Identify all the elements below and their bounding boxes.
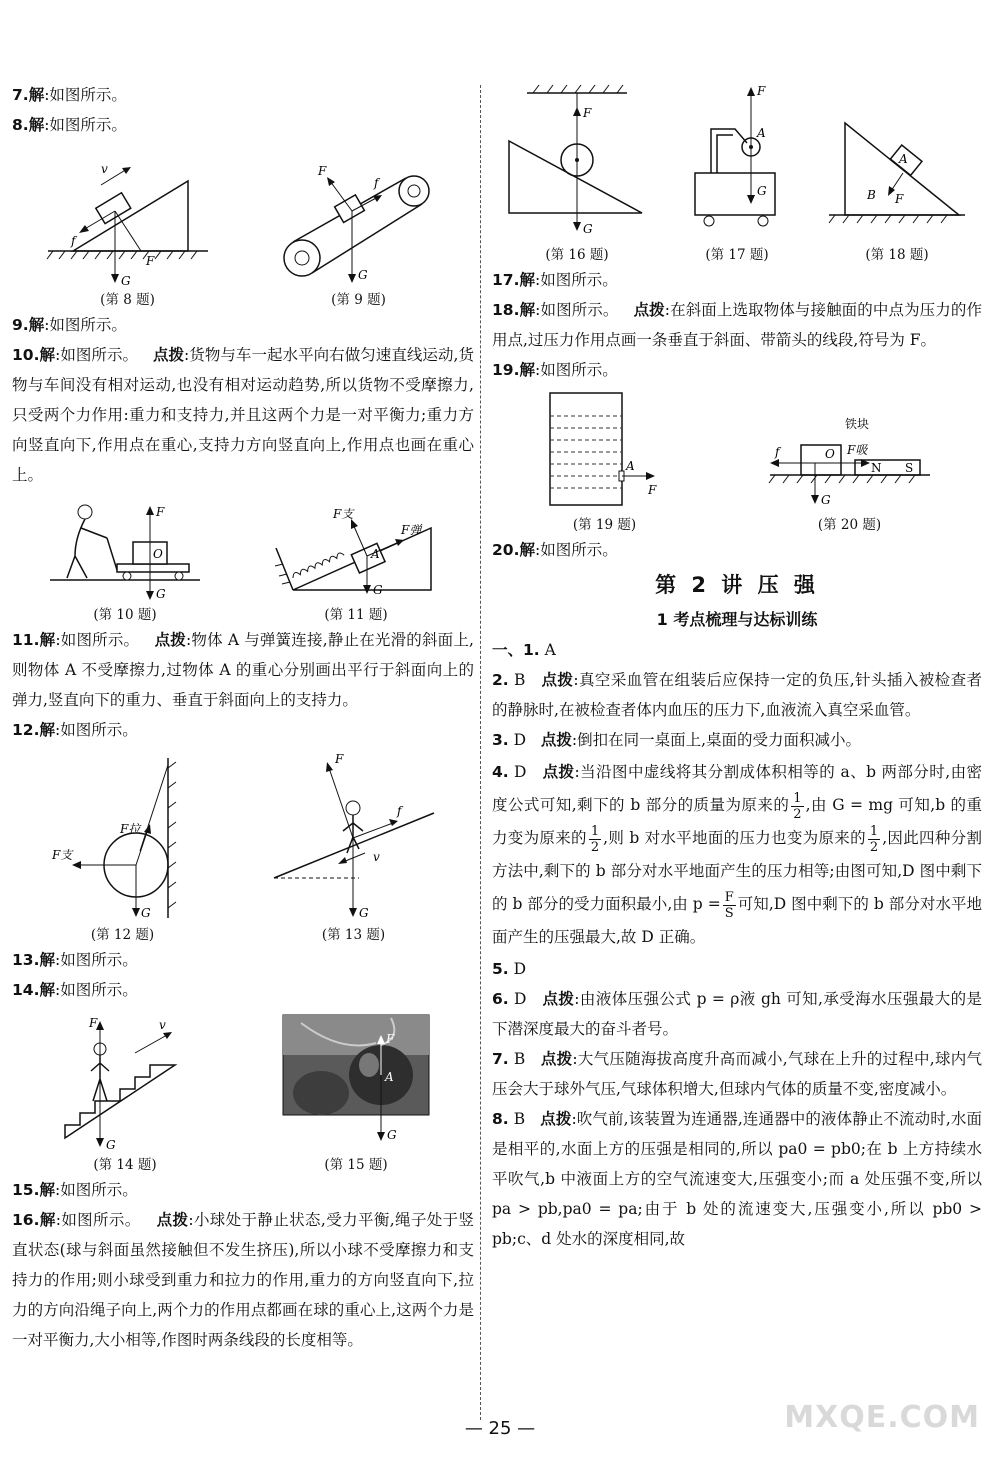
figure-caption: (第 16 题) bbox=[545, 247, 609, 263]
label-F-tension: F拉 bbox=[119, 822, 140, 836]
answer-8: 8.解:如图所示。 bbox=[12, 116, 127, 134]
incline-diagram bbox=[43, 153, 213, 288]
label-F: F bbox=[156, 505, 165, 519]
label-v: v bbox=[372, 850, 380, 864]
crane-cart-diagram bbox=[677, 83, 797, 243]
choice-answer-2: 2. B 点拨:真空采血管在组装后应保持一定的负压,针头插入被检查者的静脉时,在被检查者体内血压的压力下,血液流入真空采血管。 bbox=[492, 670, 983, 719]
label-A: A bbox=[371, 547, 380, 561]
label-S: S bbox=[904, 461, 913, 475]
water-tank-diagram bbox=[540, 388, 670, 513]
figure-caption: (第 17 题) bbox=[705, 247, 769, 263]
label-G: G bbox=[387, 1128, 397, 1142]
figure-caption: (第 9 题) bbox=[331, 292, 386, 308]
label-O: O bbox=[824, 447, 835, 461]
answer-15: 15.解:如图所示。 bbox=[12, 1181, 138, 1199]
figure-row-19-20 bbox=[492, 385, 982, 535]
answer-14: 14.解:如图所示。 bbox=[12, 981, 138, 999]
fraction-half: $\frac{1}{2}$ bbox=[793, 790, 802, 822]
fraction-F-over-S: $\frac{F}{S}$ bbox=[724, 889, 734, 921]
answer-17: 17.解:如图所示。 bbox=[492, 271, 618, 289]
conveyor-diagram bbox=[274, 153, 444, 288]
label-A: A bbox=[757, 126, 766, 140]
answer-19: 19.解:如图所示。 bbox=[492, 361, 618, 379]
figure-8 bbox=[43, 153, 213, 310]
label-v: v bbox=[159, 1018, 166, 1032]
figure-row-8-9 bbox=[12, 140, 474, 310]
choice-answer-6: 6. D 点拨:由液体压强公式 p = ρ液 gh 可知,承受海水压强最大的是下潜深度最大的奋斗者号。 bbox=[492, 989, 983, 1038]
choice-answer-3: 3. D 点拨:倒扣在同一桌面上,桌面的受力面积减小。 bbox=[492, 730, 861, 749]
hanging-ball-diagram bbox=[507, 83, 647, 243]
page-number: — 25 — bbox=[464, 1418, 536, 1439]
figure-caption: (第 20 题) bbox=[817, 517, 882, 533]
magnet-block-diagram bbox=[765, 388, 935, 513]
label-f: f bbox=[70, 234, 75, 248]
label-F: F bbox=[386, 1032, 395, 1046]
figure-10 bbox=[45, 498, 205, 625]
figure-caption: (第 13 题) bbox=[321, 927, 386, 943]
sub-title: 1 考点梳理与达标训练 bbox=[656, 610, 818, 629]
label-A: A bbox=[625, 459, 635, 473]
label-F: F bbox=[647, 483, 656, 497]
answer-9: 9.解:如图所示。 bbox=[12, 316, 127, 334]
label-B: B bbox=[867, 188, 876, 202]
label-F: F bbox=[89, 1016, 98, 1030]
figure-16 bbox=[507, 83, 647, 265]
figure-row-10-11 bbox=[12, 490, 474, 625]
answer-20: 20.解:如图所示。 bbox=[492, 541, 618, 559]
choice-answer-5: 5. D bbox=[492, 960, 527, 978]
label-F-support: F支 bbox=[51, 848, 72, 862]
label-v: v bbox=[100, 162, 108, 176]
figure-11 bbox=[271, 498, 441, 625]
label-G: G bbox=[583, 222, 593, 236]
answer-12: 12.解:如图所示。 bbox=[12, 721, 138, 739]
figure-14 bbox=[55, 1013, 195, 1175]
figure-caption: (第 14 题) bbox=[93, 1157, 157, 1173]
pumpkin-photo bbox=[281, 1013, 431, 1153]
answer-16: 16.解:如图所示。 点拨:小球处于静止状态,受力平衡,绳子处于竖直状态(球与斜面虽然接触但不发生挤压),所以小球不受摩擦力和支持力的作用;则小球受到重力和拉力的作用,重力的方向竖直向下,拉力的方向沿绳子向上,两个力的作用点都画在球的重心上,这两个力是一对平衡力,大小相等,作图时两条线段的长度相等。 bbox=[12, 1210, 474, 1349]
figure-row-12-13 bbox=[12, 745, 474, 945]
answer-13: 13.解:如图所示。 bbox=[12, 951, 138, 969]
figure-20 bbox=[765, 388, 935, 535]
label-f: f bbox=[774, 445, 779, 459]
label-F-attract: F吸 bbox=[846, 443, 867, 457]
figure-row-14-15 bbox=[12, 1005, 474, 1175]
figure-13 bbox=[269, 753, 439, 945]
watermark: MXQE.COM bbox=[784, 1400, 980, 1435]
label-G: G bbox=[820, 493, 831, 507]
right-column bbox=[492, 80, 982, 1254]
label-f: f bbox=[396, 804, 401, 818]
figure-9 bbox=[274, 153, 444, 310]
ball-wall-diagram bbox=[48, 753, 198, 923]
escalator-diagram bbox=[55, 1013, 195, 1153]
choice-answer-4: 4. D 点拨:当沿图中虚线将其分割成体积相等的 a、b 两部分时,由密度公式可知,剩下的 b 部分的质量为原来的 $\frac{1}{2}$ ,由 G = mg 可知,b 的重力变为原来的 $\frac{1}{2}$ ,则 b 对水平地面的压力也变为原来的 $\frac{1}{2}$ ,因此四种分割方法中,剩下的 b 部分对水平地面产生的压力相等;由图可知,D 图中剩下的 b 部分的受力面积最小,由 p = $\frac{F}{S}$ 可知,D 图中剩下的 b 部分对水平地面产生的压强最大,故 D 正确。 bbox=[492, 762, 983, 946]
choice-answer-1: 一、1. A bbox=[492, 641, 556, 659]
figure-caption: (第 8 题) bbox=[100, 292, 155, 308]
label-F: F bbox=[317, 164, 326, 178]
label-iron-block: 铁块 bbox=[844, 417, 869, 431]
label-G: G bbox=[156, 587, 166, 601]
figure-caption: (第 12 题) bbox=[90, 927, 155, 943]
label-G: G bbox=[373, 583, 383, 597]
answer-10: 10.解:如图所示。 点拨:货物与车一起水平向右做匀速直线运动,货物与车间没有相对运动,也没有相对运动趋势,所以货物不受摩擦力,只受两个力作用:重力和支持力,并且这两个力是一对平衡力;重力方向竖直向下,作用点在重心,支持力方向竖直向上,作用点也画在重心上。 bbox=[12, 345, 474, 484]
label-f: f bbox=[373, 176, 378, 190]
figure-caption: (第 19 题) bbox=[572, 517, 637, 533]
label-F: F bbox=[757, 84, 766, 98]
cart-diagram bbox=[45, 498, 205, 603]
figure-caption: (第 15 题) bbox=[324, 1157, 388, 1173]
label-G: G bbox=[757, 184, 767, 198]
figure-12 bbox=[48, 753, 198, 945]
answer-7: 7.解:如图所示。 bbox=[12, 86, 127, 104]
figure-18 bbox=[827, 83, 967, 265]
choice-answer-7: 7. B 点拨:大气压随海拔高度升高而减小,气球在上升的过程中,球内气压会大于球外气压,气球体积增大,但球内气体的质量不变,密度减小。 bbox=[492, 1049, 983, 1098]
label-G: G bbox=[357, 268, 368, 282]
answer-18: 18.解:如图所示。 点拨:在斜面上选取物体与接触面的中点为压力的作用点,过压力作用点画一条垂直于斜面、带箭头的线段,符号为 F。 bbox=[492, 300, 982, 349]
label-F: F bbox=[334, 753, 343, 766]
figure-caption: (第 10 题) bbox=[93, 607, 157, 623]
figure-caption: (第 18 题) bbox=[865, 247, 929, 263]
label-A: A bbox=[385, 1070, 394, 1084]
figure-15 bbox=[281, 1013, 431, 1175]
label-F: F bbox=[583, 106, 592, 120]
label-G: G bbox=[120, 274, 131, 288]
fraction-half: $\frac{1}{2}$ bbox=[590, 823, 600, 855]
figure-17 bbox=[677, 83, 797, 265]
answer-11: 11.解:如图所示。 点拨:物体 A 与弹簧连接,静止在光滑的斜面上,则物体 A 不受摩擦力,过物体 A 的重心分别画出平行于斜面向上的弹力,竖直向下的重力、垂直于斜面向上的支持力。 bbox=[12, 630, 474, 709]
incline-pressure-diagram bbox=[827, 83, 967, 243]
label-G: G bbox=[140, 906, 151, 920]
label-F-support: F支 bbox=[333, 507, 354, 521]
figure-row-16-18 bbox=[492, 80, 982, 265]
label-N: N bbox=[870, 461, 881, 475]
label-F: F bbox=[145, 254, 154, 268]
label-O: O bbox=[153, 547, 163, 561]
person-incline-diagram bbox=[269, 753, 439, 923]
label-G: G bbox=[358, 906, 369, 920]
column-divider bbox=[480, 85, 481, 1420]
spring-incline-diagram bbox=[271, 498, 441, 603]
label-F: F bbox=[895, 192, 904, 206]
figure-caption: (第 11 题) bbox=[324, 607, 388, 623]
label-G: G bbox=[106, 1138, 116, 1152]
label-F-elastic: F弹 bbox=[401, 523, 422, 537]
left-column bbox=[12, 80, 474, 1355]
choice-answer-8: 8. B 点拨:吹气前,该装置为连通器,连通器中的液体静止不流动时,水面是相平的,水面上方的压强是相同的,所以 pa0 = pb0;在 b 上方持续水平吹气,b 中液面上方的空气流速变大,压强变小;而 a 处压强不变,所以 pa > pb,pa0 = pa;由于 b 处的流速变大,压强变小,所以 pb0 > pb;c、d 处水的深度相同,故 bbox=[492, 1109, 982, 1248]
figure-19 bbox=[540, 388, 670, 535]
label-A: A bbox=[899, 152, 908, 166]
section-title: 第 2 讲 压 强 bbox=[655, 573, 819, 597]
fraction-half: $\frac{1}{2}$ bbox=[869, 823, 879, 855]
